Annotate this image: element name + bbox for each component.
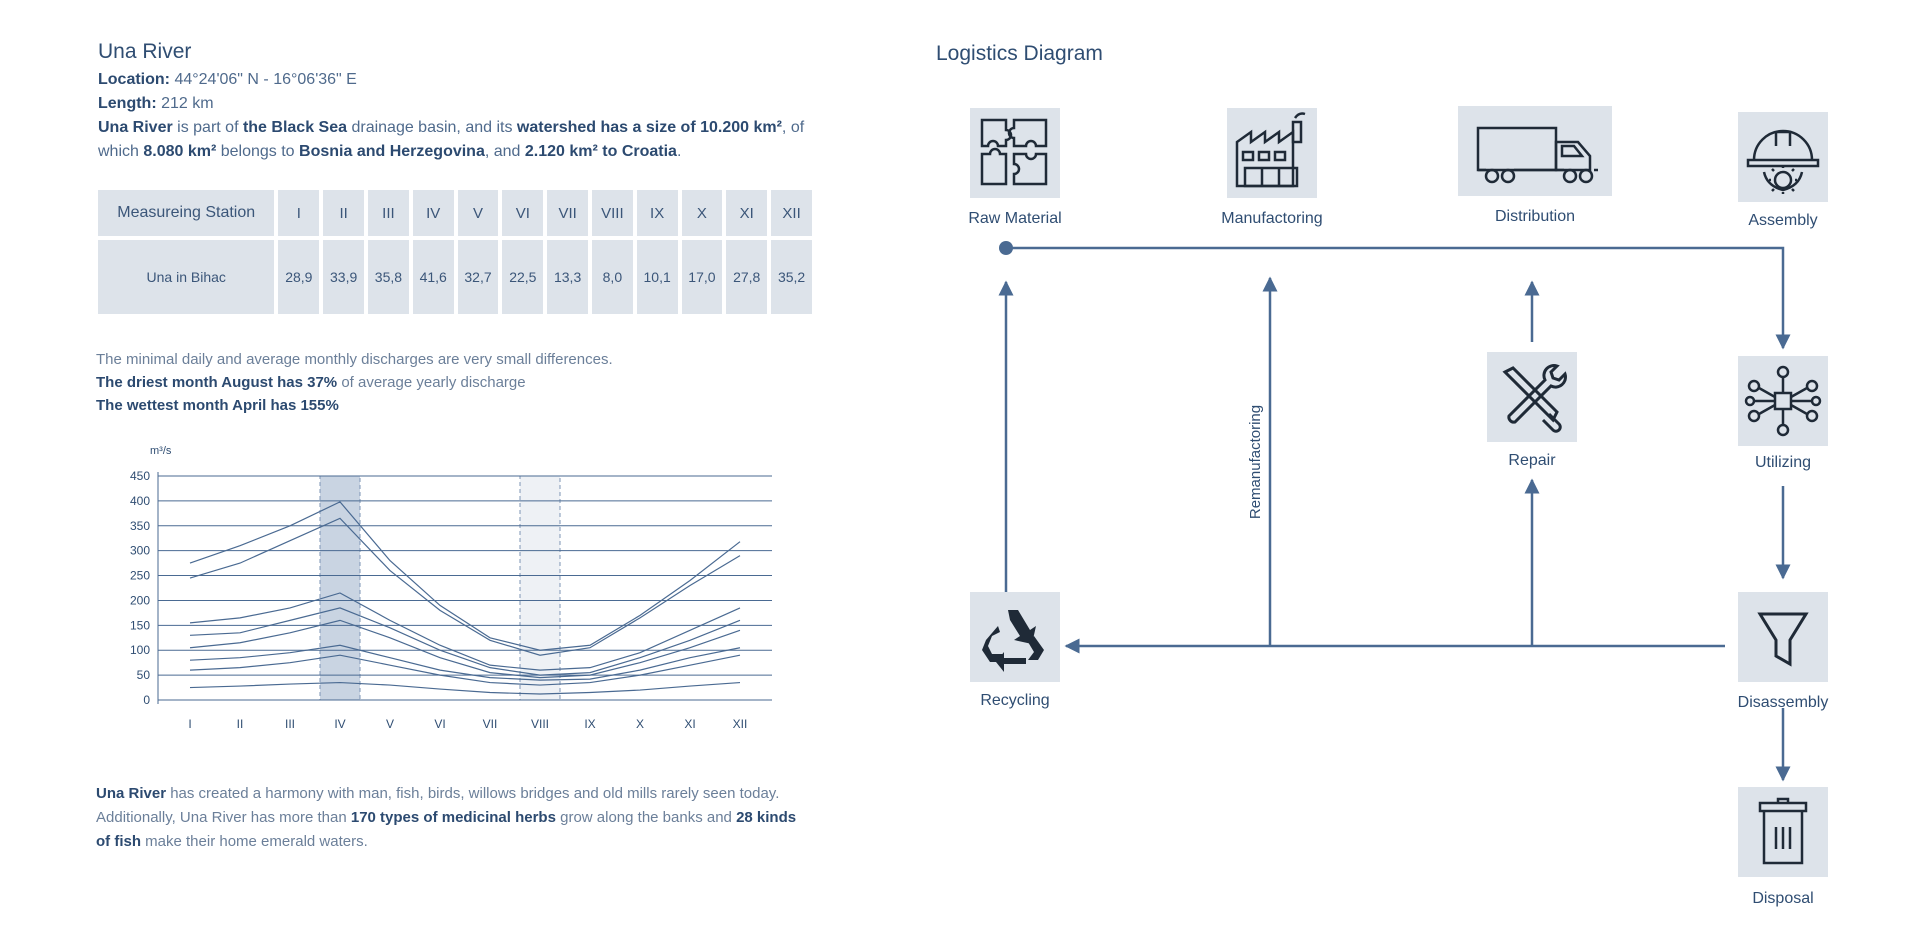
discharge-value: 22,5	[502, 240, 543, 314]
month-header: XI	[726, 190, 767, 236]
y-tick-label: 50	[136, 668, 150, 683]
station-table	[94, 186, 816, 318]
river-title: Una River	[98, 40, 192, 63]
month-header: VIII	[592, 190, 633, 236]
month-header: X	[682, 190, 723, 236]
month-header: I	[278, 190, 319, 236]
series-line-8	[190, 683, 740, 694]
summary-herbs: 170 types of medicinal herbs	[350, 809, 556, 826]
node-disposal	[1738, 787, 1828, 877]
desc-croatia: 2.120 km² to Croatia	[524, 143, 677, 160]
discharge-value: 17,0	[682, 240, 723, 314]
x-tick-label: IV	[334, 717, 346, 731]
series-line-2	[190, 518, 740, 655]
node-label-disassembly: Disassembly	[1737, 694, 1829, 711]
node-label-manufactoring: Manufactoring	[1221, 210, 1323, 227]
discharge-value: 41,6	[413, 240, 454, 314]
desc-river-name: Una River	[98, 119, 173, 136]
x-tick-label: II	[236, 717, 244, 731]
node-label-disposal: Disposal	[1752, 890, 1814, 907]
summary-text: grow along the banks and	[555, 809, 737, 826]
y-tick-label: 450	[129, 469, 150, 483]
y-tick-label: 350	[129, 518, 150, 533]
desc-text: , and	[484, 143, 525, 160]
discharge-value: 32,7	[458, 240, 499, 314]
table-row	[98, 240, 812, 314]
y-tick-label: 200	[129, 593, 150, 608]
summary-text: has created a harmony with man, fish, birds, willows bridges and old mills rarely seen today. Additionally, Una River has more than	[96, 785, 780, 826]
node-utilizing	[1738, 356, 1828, 446]
note-line-3	[96, 394, 816, 417]
y-tick-label: 150	[129, 618, 150, 633]
month-header: IV	[413, 190, 454, 236]
river-description	[98, 116, 816, 164]
river-details	[98, 68, 816, 164]
flow-assembly-to-utilizing	[1006, 248, 1783, 348]
x-tick-label: VIII	[530, 717, 550, 731]
discharge-value: 10,1	[637, 240, 678, 314]
node-label-recycling: Recycling	[980, 692, 1050, 709]
remanufactoring-label: Remanufactoring	[1247, 404, 1264, 520]
summary-river-name: Una River	[96, 785, 167, 802]
node-disassembly	[1738, 592, 1828, 682]
length-label: Length:	[98, 95, 157, 112]
y-tick-label: 400	[129, 493, 150, 508]
node-raw-material	[970, 108, 1060, 198]
location-value: 44°24'06" N - 16°06'36" E	[174, 71, 357, 88]
y-axis-label: m³/s	[150, 445, 172, 457]
station-header-label: Measureing Station	[98, 190, 274, 236]
discharge-value: 33,9	[323, 240, 364, 314]
node-label-raw-material: Raw Material	[968, 210, 1062, 227]
node-repair	[1487, 352, 1577, 442]
summary-fish: 28 kinds of fish	[96, 809, 797, 850]
node-recycling	[970, 592, 1060, 682]
node-label-distribution: Distribution	[1494, 208, 1576, 225]
location-label: Location:	[98, 71, 170, 88]
node-manufactoring	[1227, 108, 1317, 198]
desc-text: drainage basin, and its	[347, 119, 517, 136]
x-tick-label: IX	[584, 717, 596, 731]
discharge-value: 13,3	[547, 240, 588, 314]
summary-text: make their home emerald waters.	[141, 833, 368, 850]
river-summary	[96, 782, 806, 854]
note-wettest: The wettest month April has 155%	[96, 397, 339, 414]
series-line-5	[190, 620, 740, 677]
node-label-utilizing: Utilizing	[1754, 454, 1811, 471]
desc-text: is part of	[172, 119, 243, 136]
length-line	[98, 92, 816, 116]
location-line	[98, 68, 816, 92]
river-info-panel	[96, 40, 816, 417]
discharge-notes	[96, 348, 816, 417]
x-tick-label: V	[385, 717, 395, 731]
desc-bih-area: 8.080 km²	[143, 143, 217, 160]
highlight-band-iv	[320, 476, 360, 700]
month-header: V	[458, 190, 499, 236]
month-header: XII	[771, 190, 812, 236]
y-tick-label: 250	[129, 568, 150, 583]
station-table-header	[98, 190, 812, 236]
highlight-band-viii	[520, 476, 560, 700]
discharge-value: 35,2	[771, 240, 812, 314]
y-tick-label: 300	[129, 543, 150, 558]
node-assembly	[1738, 112, 1828, 202]
month-header: II	[323, 190, 364, 236]
desc-watershed: watershed has a size of 10.200 km²	[516, 119, 782, 136]
month-header: VII	[547, 190, 588, 236]
x-tick-label: III	[284, 717, 296, 731]
x-tick-label: VI	[434, 717, 446, 731]
x-tick-label: XII	[732, 717, 748, 731]
station-name: Una in Bihac	[98, 240, 274, 314]
node-distribution	[1458, 106, 1612, 196]
desc-bih: Bosnia and Herzegovina	[299, 143, 485, 160]
discharge-value: 8,0	[592, 240, 633, 314]
diagram-title: Logistics Diagram	[936, 42, 1103, 65]
y-tick-label: 100	[129, 643, 150, 658]
x-tick-label: X	[635, 717, 645, 731]
desc-text: belongs to	[216, 143, 300, 160]
discharge-chart	[96, 438, 796, 738]
month-header: III	[368, 190, 409, 236]
x-tick-label: VII	[482, 717, 498, 731]
length-value: 212 km	[161, 95, 214, 112]
discharge-value: 28,9	[278, 240, 319, 314]
month-header: IX	[637, 190, 678, 236]
x-tick-label: XI	[684, 717, 696, 731]
note-driest: The driest month August has 37%	[96, 374, 338, 391]
month-header: VI	[502, 190, 543, 236]
discharge-value: 35,8	[368, 240, 409, 314]
note-line-1: The minimal daily and average monthly discharges are very small differences.	[96, 351, 613, 368]
desc-text: , of which	[98, 119, 805, 160]
desc-black-sea: the Black Sea	[242, 119, 348, 136]
x-tick-label: I	[188, 717, 192, 731]
note-line-2	[96, 371, 816, 394]
discharge-value: 27,8	[726, 240, 767, 314]
desc-text: .	[676, 143, 682, 160]
node-label-assembly: Assembly	[1748, 212, 1818, 229]
note-driest-rest: of average yearly discharge	[337, 374, 526, 391]
y-tick-label: 0	[143, 693, 150, 707]
series-line-7	[190, 655, 740, 685]
node-label-repair: Repair	[1508, 452, 1556, 469]
